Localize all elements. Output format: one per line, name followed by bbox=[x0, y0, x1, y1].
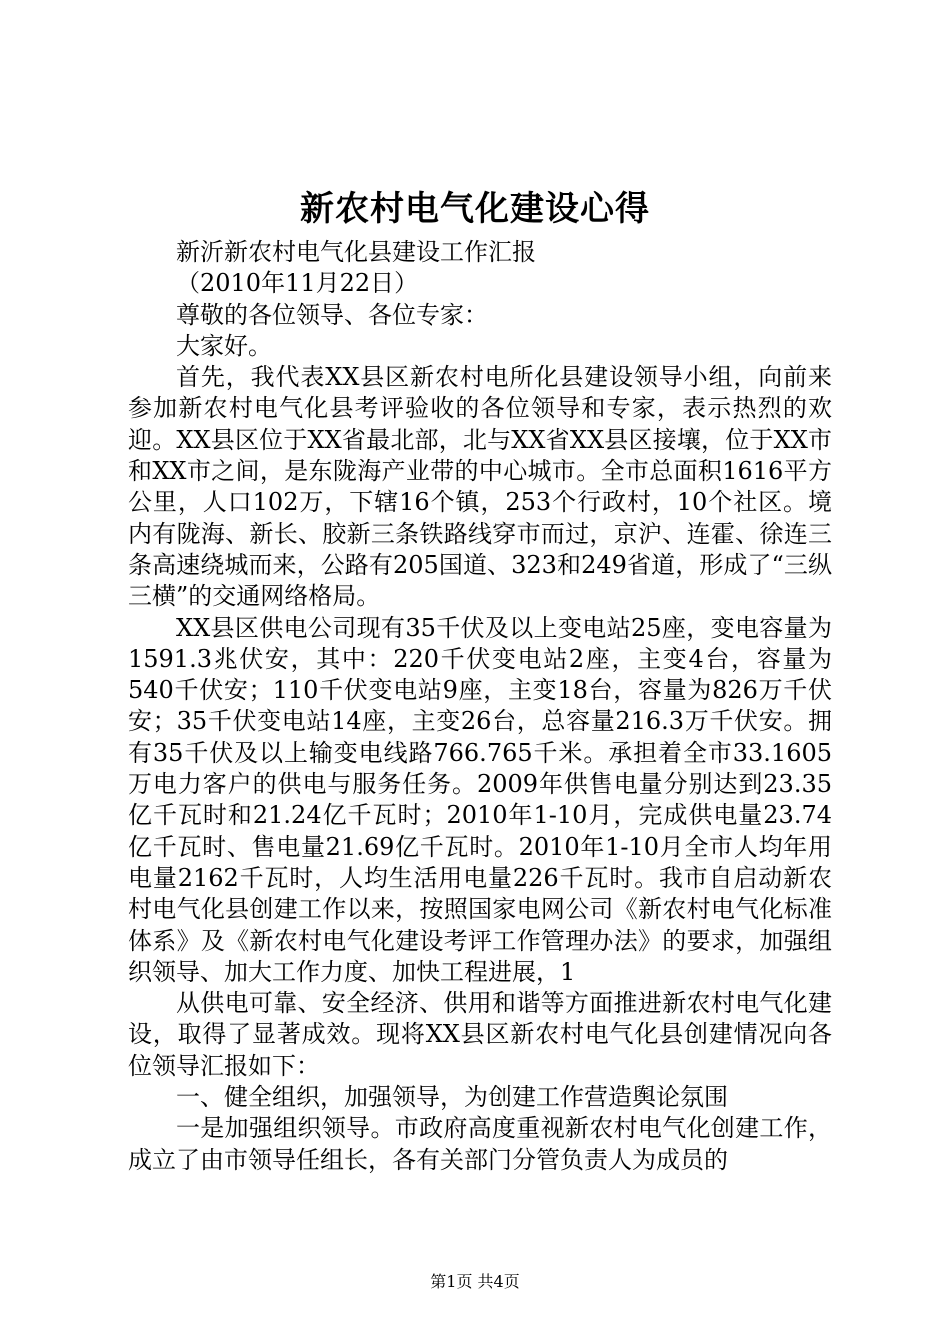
section-heading: 一、健全组织，加强领导，为创建工作营造舆论氛围 bbox=[176, 1083, 728, 1112]
page-footer bbox=[0, 1271, 950, 1293]
paragraph-summary: 从供电可靠、安全经济、供用和谐等方面推进新农村电气化建设，取得了显著成效。现将XX县区新农村电气化县创建情况向各位领导汇报如下： bbox=[128, 989, 832, 1080]
paragraph-organization: 一是加强组织领导。市政府高度重视新农村电气化创建工作，成立了由市领导任组长，各有关部门分管负责人为成员的 bbox=[128, 1114, 832, 1174]
document-title: 新农村电气化建设心得 bbox=[300, 189, 650, 229]
salutation: 尊敬的各位领导、各位专家： bbox=[176, 300, 488, 329]
page-number: 第1页 bbox=[430, 1272, 473, 1291]
document-body bbox=[128, 237, 832, 1176]
greeting: 大家好。 bbox=[176, 331, 272, 360]
paragraph-intro: 首先，我代表XX县区新农村电所化县建设领导小组，向前来参加新农村电气化县考评验收的各位领导和专家，表示热烈的欢迎。XX县区位于XX省最北部，北与XX省XX县区接壤，位于XX市和XX市之间，是东陇海产业带的中心城市。全市总面积1616平方公里，人口102万，下辖16个镇，253个行政村，10个社区。境内有陇海、新长、胶新三条铁路线穿市而过，京沪、连霍、徐连三条高速绕城而来，公路有205国道、323和249省道，形成了“三纵三横”的交通网络格局。 bbox=[128, 363, 832, 611]
report-heading: 新沂新农村电气化县建设工作汇报 bbox=[176, 238, 536, 266]
page-total: 共4页 bbox=[477, 1272, 520, 1291]
report-date: （2010年11月22日） bbox=[176, 269, 419, 298]
paragraph-power-supply: XX县区供电公司现有35千伏及以上变电站25座，变电容量为1591.3兆伏安，其中：220千伏变电站2座，主变4台，容量为540千伏安；110千伏变电站9座，主变18台，容量为826万千伏安；35千伏变电站14座，主变26台，总容量216.3万千伏安。拥有35千伏及以上输变电线路766.765千米。承担着全市33.1605万电力客户的供电与服务任务。2009年供售电量分别达到23.35亿千瓦时和21.24亿千瓦时；2010年1-10月，完成供电量23.74亿千瓦时、售电量21.69亿千瓦时。2010年1-10月全市人均年用电量2162千瓦时，人均生活用电量226千瓦时。我市自启动新农村电气化县创建工作以来，按照国家电网公司《新农村电气化标准体系》及《新农村电气化建设考评工作管理办法》的要求，加强组织领导、加大工作力度、加快工程进展，1 bbox=[128, 613, 832, 986]
